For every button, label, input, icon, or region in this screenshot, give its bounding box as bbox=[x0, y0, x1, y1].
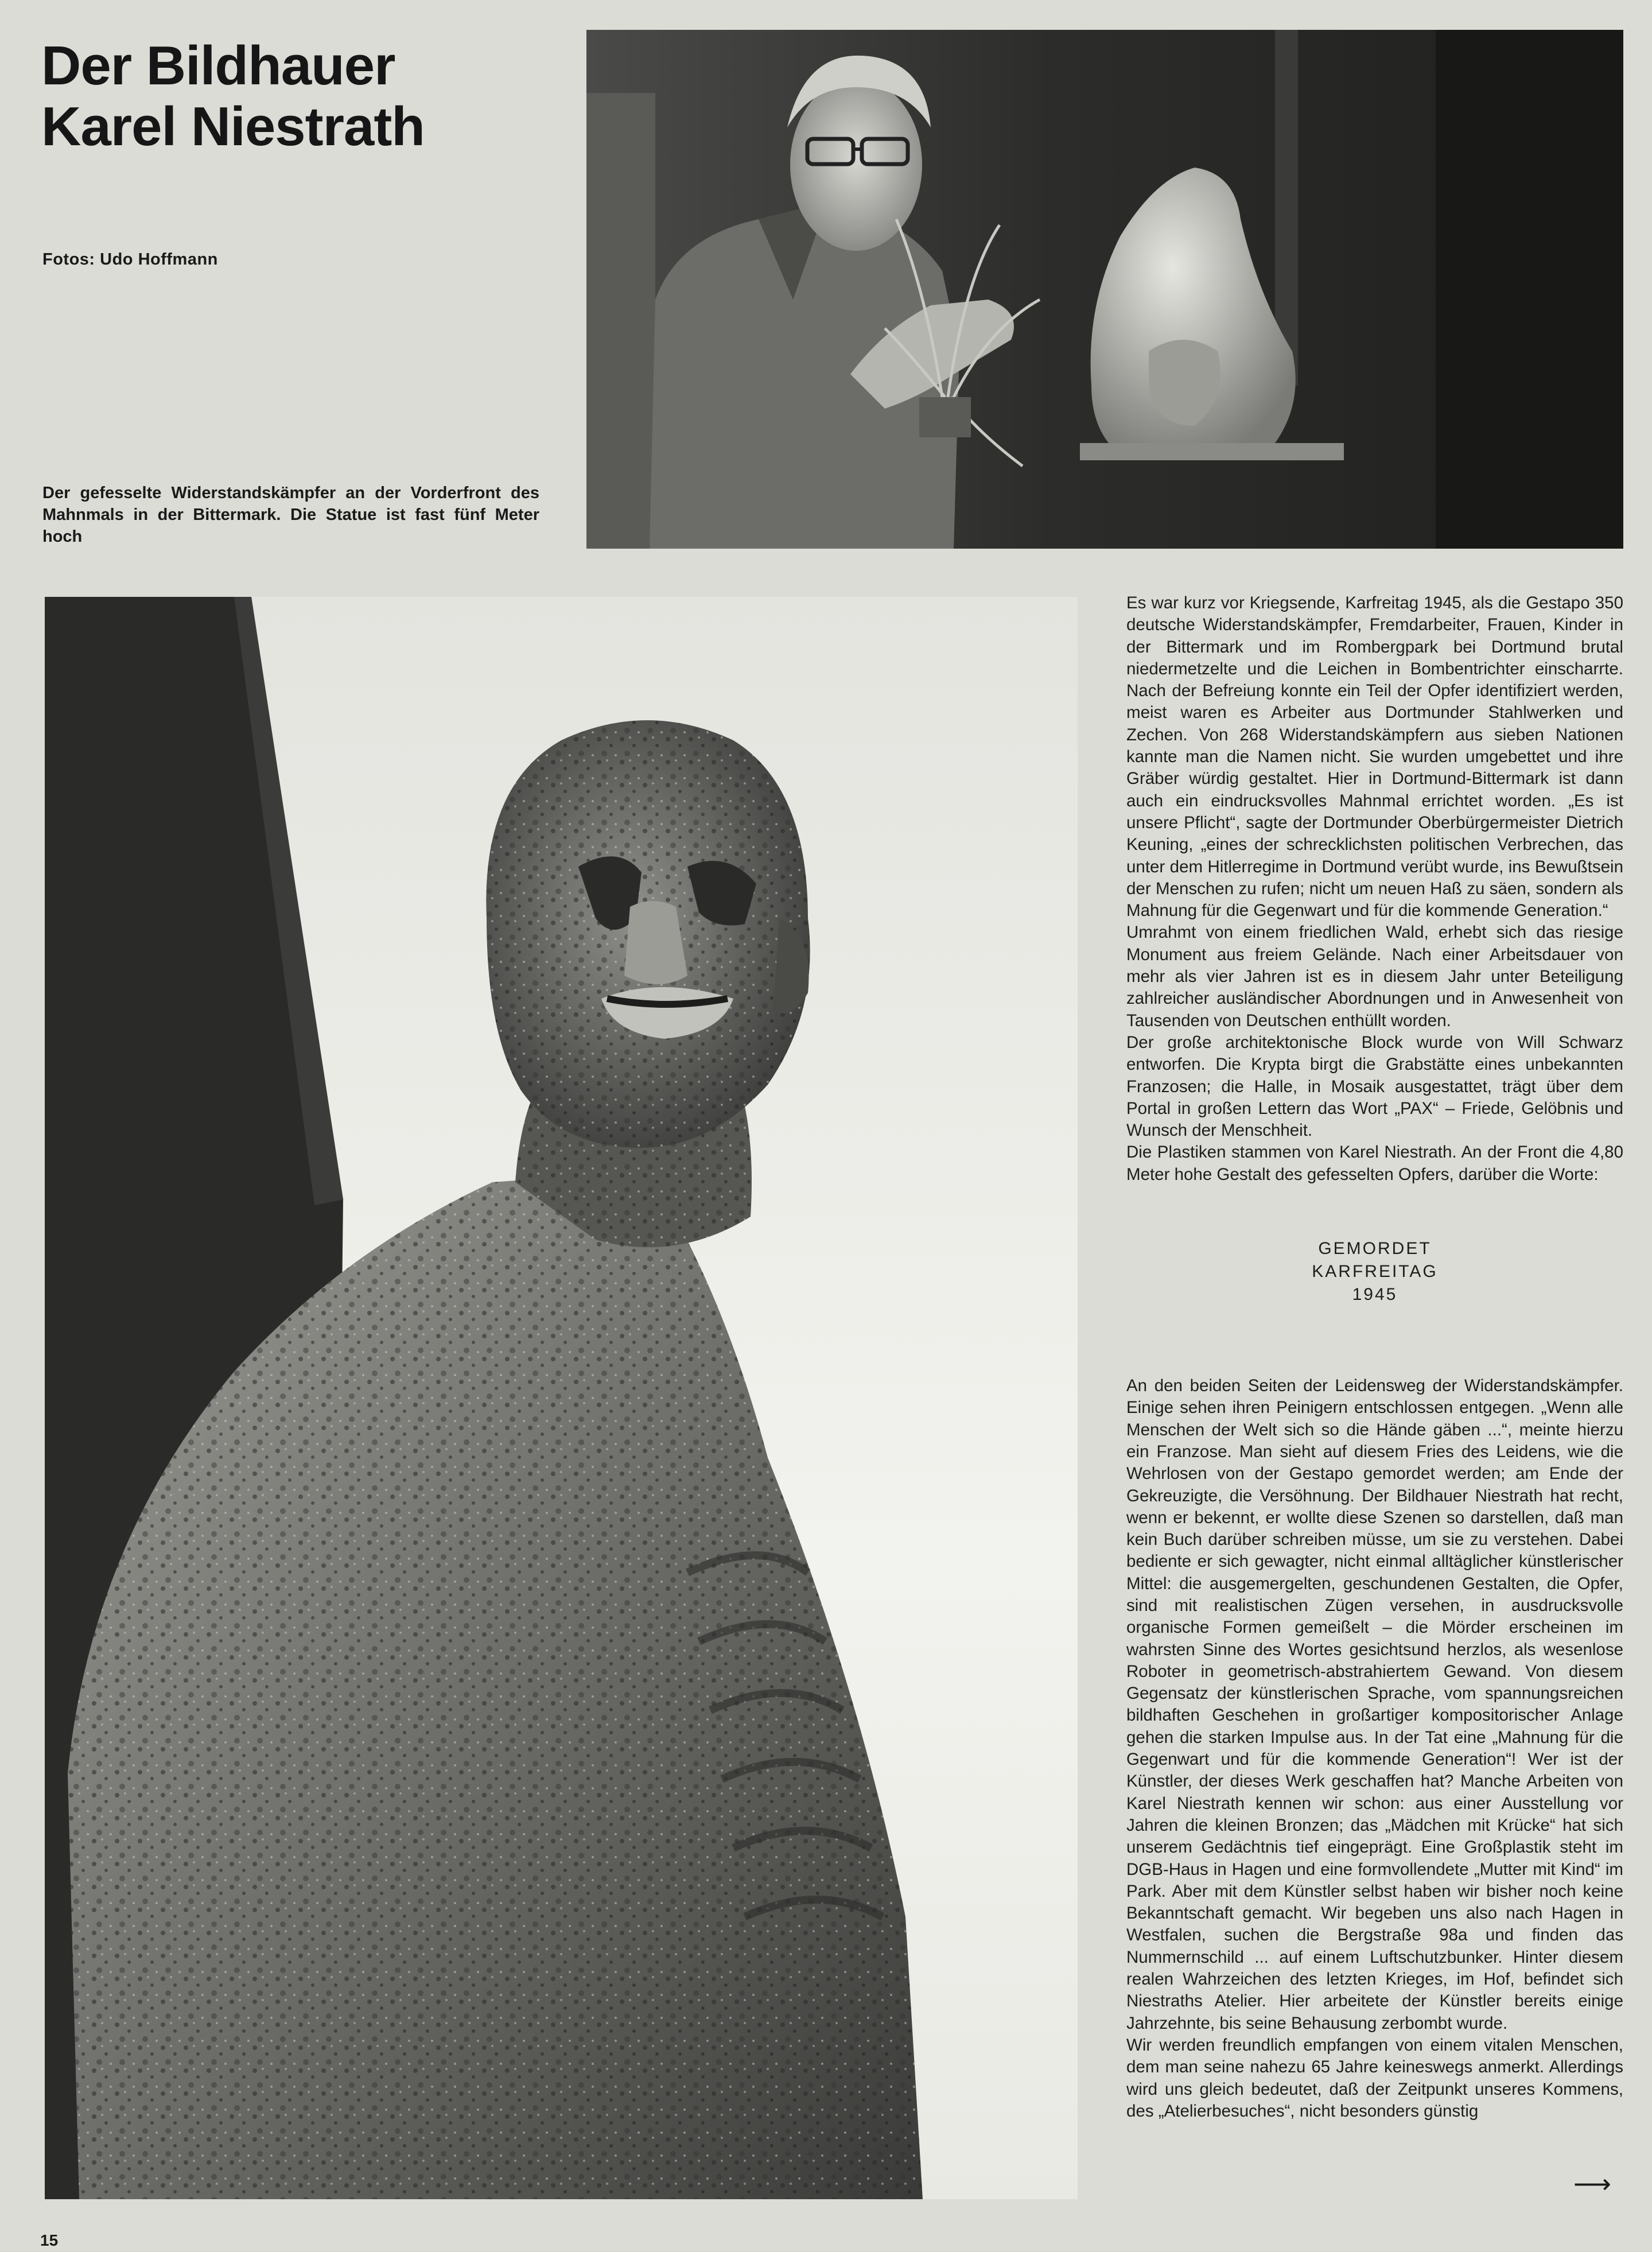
article-paragraph: Umrahmt von einem friedlichen Wald, erhebt sich das riesige Monument aus freiem Gelände. Nach einer Arbeitsdauer von mehr als vier Jahren ist es in diesem Jahr unter Beteiligung zahlreicher ausländischer Abordnungen und in Anwesenheit von Tausenden von Deutschen enthüllt worden. bbox=[1126, 923, 1623, 1030]
article-paragraph: An den beiden Seiten der Leidensweg der Widerstandskämpfer. Einige sehen ihren Peinigern entschlossen entgegen. „Wenn alle Menschen der Welt sich so die Hände gäben ...“, meinte hierzu ein Franzose. Man sieht auf diesem Fries des Leidens, wie die Wehrlosen von der Gestapo gemordet werden; am Ende der Gekreuzigte, die Versöhnung. Der Bildhauer Niestrath hat recht, wenn er bekennt, er wollte diese Szenen so darstellen, daß man kein Buch darüber schreiben müsse, um sie zu verstehen. Dabei bediente er sich gewagter, nicht einmal alltäglicher künstlerischer Mittel: die ausgemergelten, geschundenen Gestalten, die Opfer, sind mit realistischen Zügen versehen, in ausdrucksvolle organische Formen gemeißelt – die Mörder erscheinen im wahrsten Sinne des Wortes gesichtsund herzlos, als wesenlose Roboter in geometrisch-abstrahiertem Gewand. Von diesem Gegensatz der künstlerischen Sprache, vom spannungsreichen bildhaften Geschehen in großartiger kompositorischer Anlage gehen die starken Impulse aus. In der Tat eine „Mahnung für die Gegenwart und für die kommende Generation“! Wer ist der Künstler, der dieses Werk geschaffen hat? Manche Arbeiten von Karel Niestrath kennen wir schon: aus einer Ausstellung vor Jahren die kleinen Bronzen; das „Mädchen mit Krücke“ hat sich unserem Gedächtnis tief eingeprägt. Eine Großplastik steht im DGB-Haus in Hagen und eine formvollendete „Mutter mit Kind“ im Park. Aber mit dem Künstler selbst haben wir bisher noch keine Bekanntschaft gemacht. Wir begeben uns also nach Hagen in Westfalen, suchen die Bergstraße 98a und finden das Nummernschild ... auf einem Luftschutzbunker. Hinter diesem realen Wahrzeichen des letzten Krieges, im Hof, befindet sich Niestraths Atelier. Hier arbeitete der Künstler bereits einige Jahrzehnte, bis seine Behausung zerbombt wurde. bbox=[1126, 1376, 1623, 2033]
title-line-2: Karel Niestrath bbox=[41, 96, 425, 157]
article-paragraph: Die Plastiken stammen von Karel Niestrath. An der Front die 4,80 Meter hohe Gestalt des gefesselten Opfers, darüber die Worte: bbox=[1126, 1143, 1623, 1184]
article-paragraph: Wir werden freundlich empfangen von einem vitalen Menschen, dem man seine nahezu 65 Jahre keineswegs anmerkt. Allerdings wird uns gleich bedeutet, daß der Zeitpunkt unseres Kommens, des „Atelierbesuches“, nicht besonders günstig bbox=[1126, 2035, 1623, 2121]
article-paragraph: Es war kurz vor Kriegsende, Karfreitag 1945, als die Gestapo 350 deutsche Widerstandskämpfer, Fremdarbeiter, Frauen, Kinder in der Bittermark und im Rombergpark bei Dortmund brutal niedermetzelte und die Leichen in Bombentrichter einscharrte. Nach der Befreiung konnte ein Teil der Opfer identifiziert werden, meist waren es Arbeiter aus Dortmunder Stahlwerken und Zechen. Von 268 Widerstandskämpfern aus sieben Nationen kannte man die Namen nicht. Sie wurden umgebettet und ihre Gräber würdig gestaltet. Hier in Dortmund-Bittermark ist dann auch ein eindrucksvolles Mahnmal errichtet worden. „Es ist unsere Pflicht“, sagte der Dortmunder Oberbürgermeister Dietrich Keuning, „eines der schrecklichsten politischen Verbrechen, das unter dem Hitlerregime in Dortmund verübt wurde, ins Bewußtsein der Menschen zu rufen; nicht um neuen Haß zu säen, sondern als Mahnung für die Gegenwart und für die kommende Generation.“ bbox=[1126, 593, 1623, 921]
inscription-line: KARFREITAG bbox=[1312, 1262, 1438, 1282]
sculptor-portrait-photo bbox=[586, 30, 1623, 549]
inscription-line: GEMORDET bbox=[1318, 1239, 1432, 1259]
page-number: 15 bbox=[40, 2231, 59, 2249]
photo-credit: Fotos: Udo Hoffmann bbox=[42, 250, 218, 269]
memorial-inscription bbox=[1126, 1237, 1623, 1306]
continue-arrow-icon: ⟶ bbox=[1573, 2169, 1611, 2199]
title-line-1: Der Bildhauer bbox=[41, 35, 395, 96]
photo-caption: Der gefesselte Widerstandskämpfer an der Vorderfront des Mahnmals in der Bittermark. Die Statue ist fast fünf Meter hoch bbox=[42, 484, 539, 546]
page-title bbox=[41, 36, 558, 157]
article-paragraph: Der große architektonische Block wurde von Will Schwarz entworfen. Die Krypta birgt die Grabstätte eines unbekannten Franzosen; die Halle, in Mosaik ausgestattet, trägt über dem Portal in großen Lettern das Wort „PAX“ – Friede, Gelöbnis und Wunsch der Menschheit. bbox=[1126, 1032, 1623, 1140]
inscription-line: 1945 bbox=[1352, 1285, 1398, 1304]
statue-photo bbox=[45, 597, 1078, 2199]
article-body bbox=[1126, 592, 1623, 2122]
